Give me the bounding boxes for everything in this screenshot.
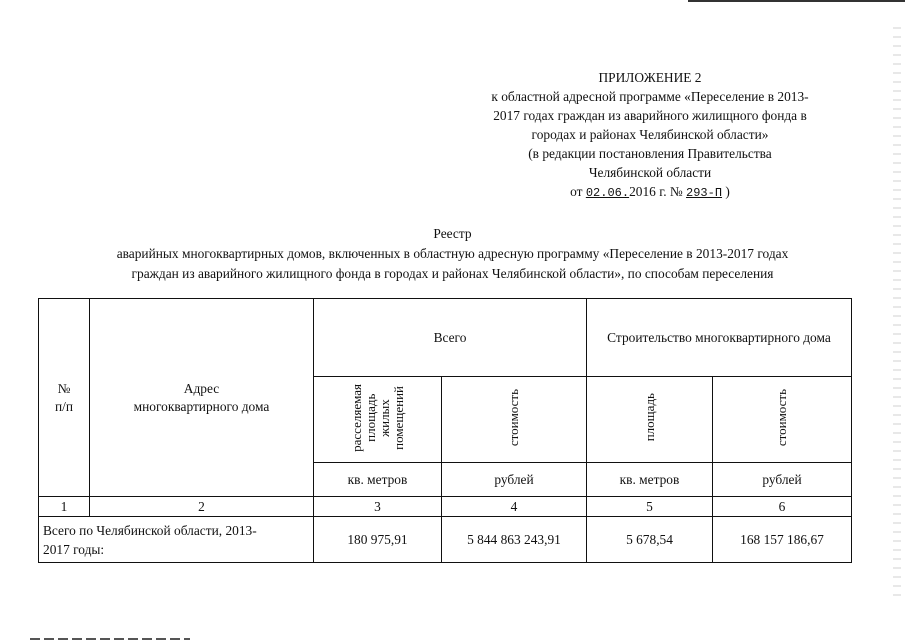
sub-area-total-text: расселяемая площадь жилых помещений: [348, 383, 406, 452]
total-area-value: 180 975,91: [314, 517, 442, 563]
appendix-line: к областной адресной программе «Переселение в 2013-: [491, 89, 809, 104]
sub-area-total-header: [314, 377, 442, 463]
date-value: 02.06.: [585, 186, 630, 200]
close-paren: ): [725, 184, 730, 199]
unit-cell: рублей: [713, 463, 852, 497]
registry-title: [40, 224, 865, 284]
sub-area-construction-header: [587, 377, 713, 463]
appendix-line: городах и районах Челябинской области»: [531, 127, 769, 142]
appendix-title: ПРИЛОЖЕНИЕ 2: [598, 70, 702, 85]
unit-cell: кв. метров: [314, 463, 442, 497]
sub-cost-construction-text: стоимость: [774, 388, 789, 447]
total-cost-value: 5 844 863 243,91: [442, 517, 587, 563]
registry-line: аварийных многоквартирных домов, включенных в областную адресную программу «Переселение в 2013-2017 годах: [116, 246, 789, 261]
appendix-line: 2017 годах граждан из аварийного жилищного фонда в: [493, 108, 807, 123]
index-cell: 3: [314, 497, 442, 517]
construction-area-value: 5 678,54: [587, 517, 713, 563]
sub-cost-total-header: [442, 377, 587, 463]
resolution-number: 293-П: [686, 186, 723, 200]
appendix-line: (в редакции постановления Правительства: [528, 146, 772, 161]
scan-margin-strip: [893, 20, 901, 600]
table-row: [39, 517, 852, 563]
index-cell: 1: [39, 497, 90, 517]
index-cell: 4: [442, 497, 587, 517]
sub-cost-total-text: стоимость: [506, 388, 521, 447]
appendix-line: Челябинской области: [588, 165, 712, 180]
unit-cell: кв. метров: [587, 463, 713, 497]
table-index-row: [39, 497, 852, 517]
appendix-date-line: [440, 182, 860, 203]
index-cell: 5: [587, 497, 713, 517]
total-row-label: Всего по Челябинской области, 2013- 2017 годы:: [39, 517, 314, 563]
index-cell: 2: [90, 497, 314, 517]
sub-area-construction-text: площадь: [641, 393, 657, 442]
group-construction-header: Строительство многоквартирного дома: [587, 299, 852, 377]
construction-cost-value: 168 157 186,67: [713, 517, 852, 563]
date-suffix: 2016 г. №: [629, 184, 683, 199]
registry-table: [38, 298, 852, 563]
index-cell: 6: [713, 497, 852, 517]
col-address-header: Адрес многоквартирного дома: [90, 299, 314, 497]
table-header-row: [39, 299, 852, 377]
top-edge-line: [688, 0, 905, 2]
sub-cost-construction-header: [713, 377, 852, 463]
registry-line: граждан из аварийного жилищного фонда в городах и районах Челябинской области», по способам переселения: [131, 266, 774, 281]
unit-cell: рублей: [442, 463, 587, 497]
group-total-header: Всего: [314, 299, 587, 377]
registry-heading: Реестр: [433, 226, 472, 241]
date-prefix: от: [570, 184, 583, 199]
col-num-header: № п/п: [39, 299, 90, 497]
appendix-header: [440, 68, 860, 203]
